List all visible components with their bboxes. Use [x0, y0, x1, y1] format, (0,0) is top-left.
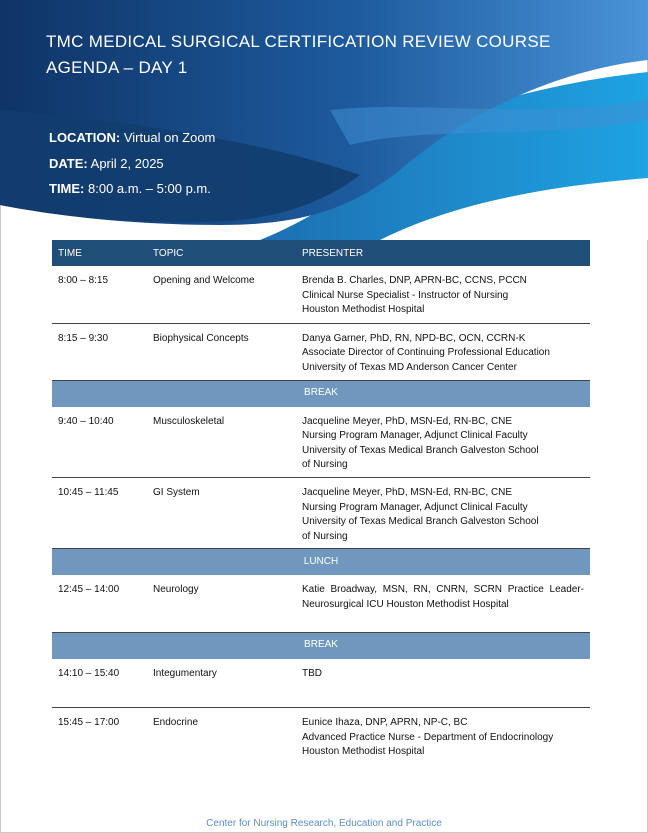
table-row — [52, 478, 590, 549]
date-value: April 2, 2025 — [87, 156, 164, 171]
row-time: 10:45 – 11:45 — [52, 478, 147, 549]
location-line — [49, 130, 215, 145]
table-row — [52, 708, 590, 765]
row-time: 8:15 – 9:30 — [52, 323, 147, 380]
presenter-line: Jacqueline Meyer, PhD, MSN-Ed, RN-BC, CNE — [302, 487, 513, 498]
row-presenter — [296, 266, 590, 323]
header-time: TIME — [52, 240, 147, 266]
row-topic: GI System — [147, 478, 296, 549]
row-time: 12:45 – 14:00 — [52, 575, 147, 632]
time-label: TIME: — [49, 181, 85, 196]
time-line — [49, 181, 211, 196]
presenter-line: Danya Garner, PhD, RN, NPD-BC, OCN, CCRN-K — [302, 332, 526, 344]
presenter-line: Houston Methodist Hospital — [302, 746, 425, 757]
row-presenter — [296, 659, 590, 708]
break-row — [52, 632, 590, 659]
row-presenter — [296, 478, 590, 549]
break-label: BREAK — [52, 632, 590, 659]
title-line-2: AGENDA – DAY 1 — [46, 58, 188, 77]
presenter-line: Brenda B. Charles, DNP, APRN-BC, CCNS, PCCN — [302, 275, 527, 286]
break-label: BREAK — [52, 380, 590, 407]
lunch-label: LUNCH — [52, 549, 590, 576]
table-row — [52, 407, 590, 478]
presenter-line: of Nursing — [302, 530, 348, 542]
time-value: 8:00 a.m. – 5:00 p.m. — [84, 181, 211, 196]
presenter-line: Associate Director of Continuing Professional Education — [302, 347, 550, 358]
table-row — [52, 575, 590, 632]
row-topic: Musculoskeletal — [147, 407, 296, 478]
row-time: 8:00 – 8:15 — [52, 266, 147, 323]
break-row — [52, 380, 590, 407]
presenter-line: University of Texas Medical Branch Galveston School — [302, 516, 539, 527]
presenter-line: Nursing Program Manager, Adjunct Clinical Faculty — [302, 430, 528, 441]
agenda-header-row — [52, 240, 590, 266]
presenter-line: Nursing Program Manager, Adjunct Clinical Faculty — [302, 501, 528, 513]
presenter-line: of Nursing — [302, 459, 348, 470]
row-presenter — [296, 575, 590, 632]
table-row — [52, 266, 590, 323]
presenter-line: Clinical Nurse Specialist - Instructor of Nursing — [302, 289, 509, 301]
title-line-1: TMC MEDICAL SURGICAL CERTIFICATION REVIEW COURSE — [46, 32, 551, 51]
table-row — [52, 323, 590, 380]
row-topic: Neurology — [147, 575, 296, 632]
presenter-line: Jacqueline Meyer, PhD, MSN-Ed, RN-BC, CNE — [302, 415, 513, 427]
page-title — [46, 29, 551, 81]
row-topic: Endocrine — [153, 717, 199, 728]
presenter-line: Eunice Ihaza, DNP, APRN, NP-C, BC — [302, 717, 468, 728]
location-label: LOCATION: — [49, 130, 121, 145]
row-presenter — [296, 708, 590, 765]
presenter-line: University of Texas Medical Branch Galveston School — [302, 444, 539, 456]
presenter-line: University of Texas MD Anderson Cancer Center — [302, 361, 517, 373]
date-line — [49, 156, 164, 171]
presenter-line: Houston Methodist Hospital — [302, 304, 425, 315]
location-value: Virtual on Zoom — [120, 130, 216, 145]
row-presenter — [296, 323, 590, 380]
presenter-line: Katie Broadway, MSN, RN, CNRN, SCRN Practice Leader- Neurosurgical ICU Houston Methodist Hospital — [302, 584, 584, 610]
date-label: DATE: — [49, 156, 88, 171]
table-row — [52, 659, 590, 708]
footer-text: Center for Nursing Research, Education and Practice — [206, 818, 442, 829]
header-presenter: PRESENTER — [296, 240, 590, 266]
presenter-line: TBD — [302, 667, 322, 679]
row-time: 14:10 – 15:40 — [52, 659, 147, 708]
row-time: 9:40 – 10:40 — [52, 407, 147, 478]
agenda-table — [52, 240, 590, 765]
header-topic: TOPIC — [147, 240, 296, 266]
row-topic: Opening and Welcome — [147, 266, 296, 323]
row-topic: Integumentary — [147, 659, 296, 708]
lunch-row — [52, 549, 590, 576]
row-presenter — [296, 407, 590, 478]
presenter-line: Advanced Practice Nurse - Department of Endocrinology — [302, 731, 554, 743]
row-time: 15:45 – 17:00 — [58, 717, 120, 728]
row-topic: Biophysical Concepts — [147, 323, 296, 380]
